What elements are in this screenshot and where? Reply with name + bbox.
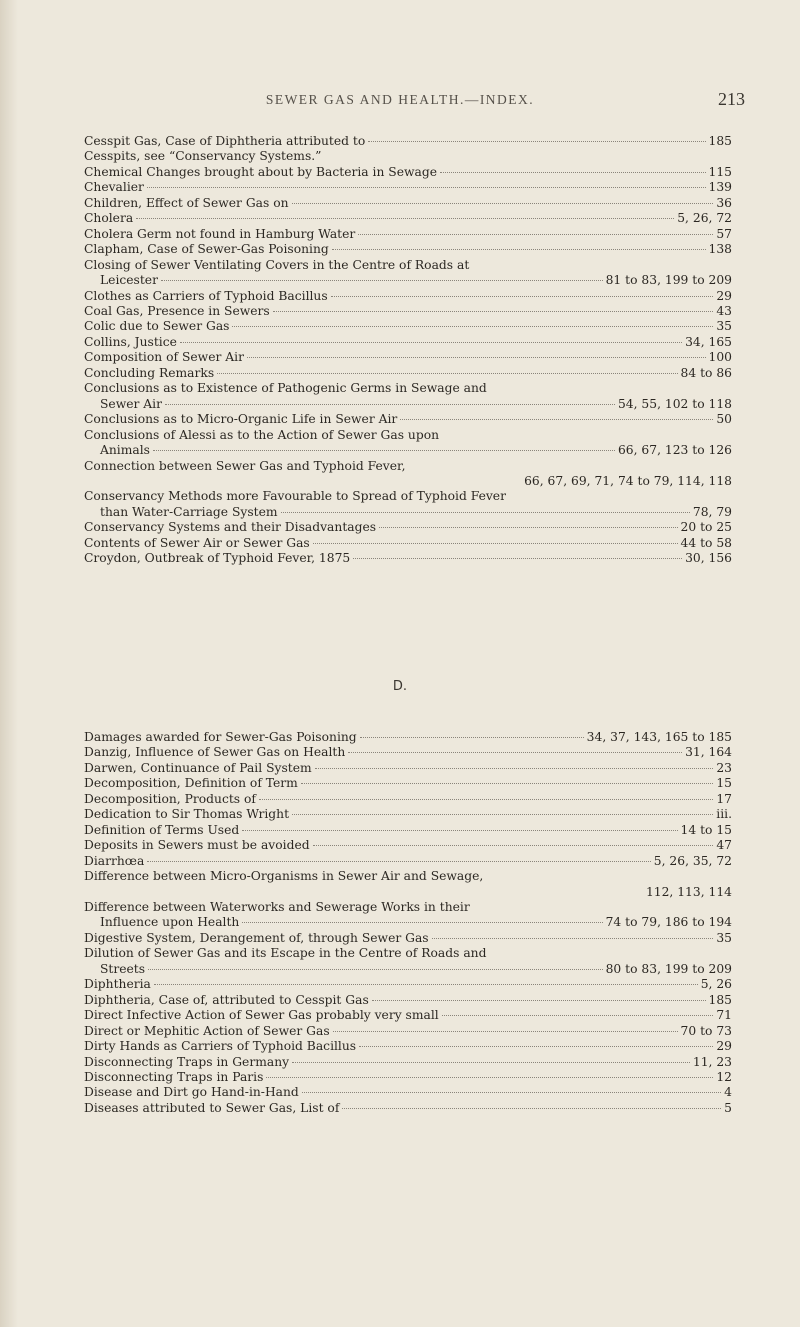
dot-leader	[136, 218, 674, 219]
index-entry	[84, 869, 732, 900]
entry-line	[84, 165, 732, 180]
entry-line	[84, 977, 732, 992]
page-ref: 78, 79	[692, 504, 732, 519]
page-ref: 84 to 86	[680, 365, 732, 380]
dot-leader	[247, 357, 706, 358]
dot-leader	[180, 342, 682, 343]
entry-text: Coal Gas, Presence in Sewers	[84, 303, 270, 318]
entry-text: Animals	[100, 443, 150, 458]
page-number: 213	[718, 89, 745, 109]
page-ref: 5, 26, 72	[677, 211, 732, 226]
index-entry	[84, 536, 732, 551]
dot-leader	[161, 280, 603, 281]
page-ref: 14 to 15	[680, 822, 732, 837]
dot-leader	[358, 234, 713, 235]
index-entry	[84, 1039, 732, 1054]
dot-leader	[281, 512, 690, 513]
index-entry	[84, 196, 732, 211]
page-ref: 185	[708, 134, 732, 148]
index-entry	[84, 823, 732, 838]
page-ref: 5	[724, 1100, 732, 1115]
entry-text: Children, Effect of Sewer Gas on	[84, 195, 289, 210]
entry-text: Conclusions as to Existence of Pathogenic Germs in Sewage and	[84, 381, 487, 396]
entry-line	[84, 505, 732, 520]
dot-leader	[266, 1077, 713, 1078]
entry-text: Cholera	[84, 211, 134, 226]
page-ref: 71	[716, 1008, 732, 1023]
page-ref: 23	[716, 760, 732, 775]
entry-text: Dirty Hands as Carriers of Typhoid Bacillus	[84, 1039, 357, 1054]
page-ref: 11, 23	[692, 1054, 732, 1069]
index-entry	[84, 350, 732, 365]
running-title: SEWER GAS AND HEALTH.—INDEX.	[265, 92, 535, 107]
page-ref: 29	[716, 288, 732, 303]
entry-text: Conclusions of Alessi as to the Action of Sewer Gas upon	[84, 427, 440, 442]
entry-line	[84, 885, 732, 900]
entry-line	[84, 1008, 732, 1023]
dot-leader	[147, 861, 650, 862]
entry-text: Concluding Remarks	[84, 365, 215, 380]
dot-leader	[259, 799, 713, 800]
entry-line	[84, 900, 732, 915]
index-entry	[84, 792, 732, 807]
index-entry	[84, 745, 732, 760]
page-ref: 50	[716, 412, 732, 427]
entry-text: Darwen, Continuance of Pail System	[84, 760, 312, 775]
index-entry	[84, 551, 732, 566]
index-entry	[84, 900, 732, 931]
entry-line	[84, 366, 732, 381]
page-ref: 81 to 83, 199 to 209	[605, 273, 732, 288]
entry-text: Diseases attributed to Sewer Gas, List of	[84, 1100, 340, 1115]
entry-line	[84, 869, 732, 884]
entry-text: Diarrhœa	[84, 853, 145, 868]
entry-text: Difference between Micro-Organisms in Sewer Air and Sewage,	[84, 869, 484, 884]
entry-line	[84, 304, 732, 319]
entry-text: Decomposition, Definition of Term	[84, 776, 298, 791]
entry-line	[84, 1070, 732, 1085]
entry-text: Leicester	[100, 273, 158, 288]
entry-line	[84, 227, 732, 242]
index-entry	[84, 165, 732, 180]
page-ref: 15	[716, 776, 732, 791]
entry-line	[84, 823, 732, 838]
page-ref: 20 to 25	[680, 520, 732, 535]
entry-line	[84, 792, 732, 807]
entry-line	[84, 1101, 732, 1116]
page-ref: 35	[716, 930, 732, 945]
entry-text: Colic due to Sewer Gas	[84, 319, 230, 334]
entry-line	[84, 134, 732, 149]
dot-leader	[153, 450, 615, 451]
entry-line	[84, 397, 732, 412]
entry-line	[84, 730, 732, 745]
dot-leader	[217, 373, 677, 374]
dot-leader	[302, 1092, 721, 1093]
index-entry	[84, 459, 732, 490]
entry-line	[84, 761, 732, 776]
index-entry	[84, 149, 732, 164]
page-ref: 36	[716, 195, 732, 210]
entry-text: Diphtheria, Case of, attributed to Cesspit Gas	[84, 992, 369, 1007]
page-header	[0, 89, 800, 116]
entry-line	[84, 1024, 732, 1039]
index-entry	[84, 319, 732, 334]
page-ref: 47	[716, 838, 732, 853]
page-gutter-shadow	[0, 0, 18, 1327]
entry-text: Contents of Sewer Air or Sewer Gas	[84, 535, 310, 550]
page-ref: 112, 113, 114	[645, 884, 732, 899]
dot-leader	[232, 326, 713, 327]
dot-leader	[331, 296, 714, 297]
entry-line	[84, 149, 732, 164]
page-ref: iii.	[716, 807, 732, 822]
dot-leader	[292, 1062, 690, 1063]
entry-line	[84, 807, 732, 822]
entry-text: Sewer Air	[100, 396, 162, 411]
entry-line	[84, 776, 732, 791]
entry-line	[84, 993, 732, 1008]
index-entry	[84, 520, 732, 535]
entry-line	[84, 931, 732, 946]
entry-text: Deposits in Sewers must be avoided	[84, 838, 310, 853]
dot-leader	[342, 1108, 721, 1109]
index-entry	[84, 134, 732, 149]
entry-text: Cesspit Gas, Case of Diphtheria attributed to	[84, 134, 366, 148]
entry-text: Conclusions as to Micro-Organic Life in Sewer Air	[84, 412, 398, 427]
entry-line	[84, 381, 732, 396]
dot-leader	[273, 311, 714, 312]
index-entry	[84, 289, 732, 304]
entry-text: Closing of Sewer Ventilating Covers in the Centre of Roads at	[84, 257, 470, 272]
entry-text: Decomposition, Products of	[84, 791, 256, 806]
dot-leader	[292, 814, 713, 815]
entry-line	[84, 536, 732, 551]
entry-text: Connection between Sewer Gas and Typhoid Fever,	[84, 458, 406, 473]
entry-text: Difference between Waterworks and Sewerage Works in their	[84, 899, 470, 914]
entry-text: Influence upon Health	[100, 915, 240, 930]
index-entry	[84, 304, 732, 319]
entry-text: Disconnecting Traps in Paris	[84, 1069, 264, 1084]
index-entry	[84, 807, 732, 822]
entry-text: Digestive System, Derangement of, through Sewer Gas	[84, 930, 429, 945]
dot-leader	[432, 938, 714, 939]
entry-text: Conservancy Systems and their Disadvantages	[84, 520, 377, 535]
entry-line	[84, 428, 732, 443]
entry-line	[84, 854, 732, 869]
entry-text: Cesspits, see “Conservancy Systems.”	[84, 149, 322, 164]
page-ref: 185	[708, 992, 732, 1007]
entry-text: Composition of Sewer Air	[84, 350, 244, 365]
entry-line	[84, 273, 732, 288]
page-ref: 5, 26	[700, 977, 732, 992]
entry-text: Definition of Terms Used	[84, 822, 240, 837]
dot-leader	[442, 1015, 714, 1016]
page-ref: 17	[716, 791, 732, 806]
entry-text: Conservancy Methods more Favourable to Spread of Typhoid Fever	[84, 489, 506, 504]
index-entry	[84, 776, 732, 791]
dot-leader	[333, 1031, 678, 1032]
index-entry	[84, 977, 732, 992]
dot-leader	[242, 922, 602, 923]
entry-line	[84, 551, 732, 566]
dot-leader	[332, 249, 706, 250]
dot-leader	[165, 404, 615, 405]
page-ref: 34, 165	[685, 334, 732, 349]
entry-text: Clothes as Carriers of Typhoid Bacillus	[84, 288, 328, 303]
entry-line	[84, 1085, 732, 1100]
entry-text: Dedication to Sir Thomas Wright	[84, 807, 290, 822]
entry-line	[84, 489, 732, 504]
entry-line	[84, 443, 732, 458]
dot-leader	[400, 419, 713, 420]
page-ref: 44 to 58	[680, 535, 732, 550]
dot-leader	[292, 203, 714, 204]
index-entry	[84, 180, 732, 195]
page-ref: 43	[716, 303, 732, 318]
entry-line	[84, 838, 732, 853]
entry-line	[84, 319, 732, 334]
dot-leader	[368, 141, 705, 142]
index-entry	[84, 381, 732, 412]
page-ref: 100	[708, 350, 732, 365]
entry-line	[84, 180, 732, 195]
entry-line	[84, 196, 732, 211]
page-ref: 34, 37, 143, 165 to 185	[586, 730, 732, 744]
entry-text: Clapham, Case of Sewer-Gas Poisoning	[84, 242, 329, 257]
entry-line	[84, 289, 732, 304]
index-entry	[84, 946, 732, 977]
entry-line	[84, 350, 732, 365]
index-entry	[84, 428, 732, 459]
index-section-c	[84, 134, 732, 567]
entry-text: Chevalier	[84, 180, 144, 195]
dot-leader	[353, 558, 682, 559]
section-letter-d: D.	[392, 679, 408, 694]
index-entry	[84, 838, 732, 853]
entry-text: Direct or Mephitic Action of Sewer Gas	[84, 1023, 330, 1038]
dot-leader	[440, 172, 705, 173]
index-entry	[84, 1024, 732, 1039]
index-entry	[84, 412, 732, 427]
entry-text: Direct Infective Action of Sewer Gas probably very small	[84, 1008, 439, 1023]
dot-leader	[372, 1000, 706, 1001]
index-entry	[84, 1008, 732, 1023]
entry-text: Dilution of Sewer Gas and its Escape in the Centre of Roads and	[84, 946, 487, 961]
index-entry	[84, 366, 732, 381]
index-entry	[84, 1070, 732, 1085]
entry-text: Diphtheria	[84, 977, 151, 992]
entry-text: than Water-Carriage System	[100, 504, 278, 519]
page-ref: 80 to 83, 199 to 209	[605, 961, 732, 976]
dot-leader	[242, 830, 677, 831]
entry-line	[84, 946, 732, 961]
page-ref: 139	[708, 180, 732, 195]
page-ref: 66, 67, 69, 71, 74 to 79, 114, 118	[524, 473, 732, 488]
index-entry	[84, 730, 732, 745]
index-entry	[84, 931, 732, 946]
page-ref: 74 to 79, 186 to 194	[605, 915, 732, 930]
page-ref: 54, 55, 102 to 118	[617, 396, 732, 411]
index-entry	[84, 258, 732, 289]
dot-leader	[148, 969, 603, 970]
dot-leader	[301, 783, 713, 784]
entry-text: Disconnecting Traps in Germany	[84, 1054, 290, 1069]
entry-line	[84, 335, 732, 350]
index-entry	[84, 489, 732, 520]
entry-line	[84, 474, 732, 489]
index-entry	[84, 993, 732, 1008]
dot-leader	[147, 187, 706, 188]
dot-leader	[348, 752, 682, 753]
entry-text: Danzig, Influence of Sewer Gas on Health	[84, 745, 346, 760]
page-ref: 30, 156	[685, 551, 732, 566]
page-ref: 31, 164	[685, 745, 732, 760]
entry-text: Disease and Dirt go Hand-in-Hand	[84, 1085, 299, 1100]
dot-leader	[313, 543, 678, 544]
entry-line	[84, 520, 732, 535]
page-ref: 5, 26, 35, 72	[653, 853, 732, 868]
entry-line	[84, 242, 732, 257]
entry-text: Cholera Germ not found in Hamburg Water	[84, 226, 356, 241]
dot-leader	[154, 984, 698, 985]
index-entry	[84, 1101, 732, 1116]
index-entry	[84, 227, 732, 242]
entry-text: Damages awarded for Sewer-Gas Poisoning	[84, 730, 357, 744]
dot-leader	[379, 527, 677, 528]
dot-leader	[315, 768, 714, 769]
entry-text: Croydon, Outbreak of Typhoid Fever, 1875	[84, 551, 351, 566]
index-entry	[84, 1055, 732, 1070]
index-entry	[84, 335, 732, 350]
index-entry	[84, 211, 732, 226]
page-ref: 57	[716, 226, 732, 241]
page-ref: 35	[716, 319, 732, 334]
index-entry	[84, 761, 732, 776]
entry-line	[84, 915, 732, 930]
entry-line	[84, 1055, 732, 1070]
page-ref: 66, 67, 123 to 126	[617, 443, 732, 458]
page-ref: 12	[716, 1069, 732, 1084]
entry-line	[84, 258, 732, 273]
page-ref: 70 to 73	[680, 1023, 732, 1038]
dot-leader	[313, 845, 714, 846]
index-entry	[84, 242, 732, 257]
page-ref: 138	[708, 242, 732, 257]
entry-text: Streets	[100, 961, 146, 976]
entry-line	[84, 459, 732, 474]
index-entry	[84, 1085, 732, 1100]
entry-text: Chemical Changes brought about by Bacteria in Sewage	[84, 164, 438, 179]
page-ref: 29	[716, 1039, 732, 1054]
dot-leader	[359, 1046, 713, 1047]
page-ref: 115	[708, 164, 732, 179]
entry-line	[84, 745, 732, 760]
entry-line	[84, 1039, 732, 1054]
entry-line	[84, 412, 732, 427]
entry-line	[84, 962, 732, 977]
entry-line	[84, 211, 732, 226]
index-section-d	[84, 730, 732, 1116]
page-ref: 4	[724, 1085, 732, 1100]
dot-leader	[360, 737, 584, 738]
entry-text: Collins, Justice	[84, 334, 177, 349]
index-entry	[84, 854, 732, 869]
